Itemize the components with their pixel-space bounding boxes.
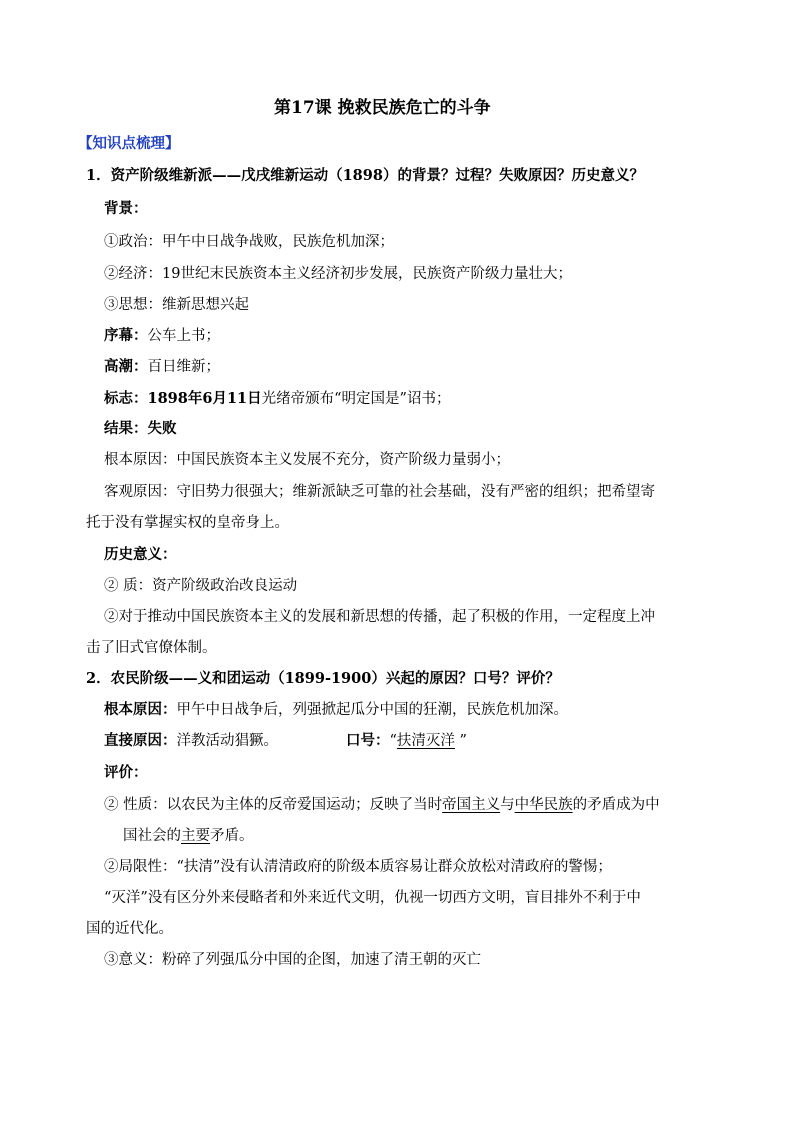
q2-eval-nature-line2 <box>123 826 254 846</box>
q1-meaning-effect-line2: 击了旧式官僚体制。 <box>86 640 217 656</box>
eval-underline-chinese-nation: 中华民族 <box>514 797 573 813</box>
q2-direct-cause <box>104 731 278 751</box>
prelude-label: 序幕： <box>104 327 148 344</box>
q1-meaning-effect-line1: ②对于推动中国民族资本主义的发展和新思想的传播，起了积极的作用，一定程度上冲 <box>104 609 655 625</box>
q2-slogan-text: 扶清灭洋 <box>396 733 455 749</box>
eval-underline-main: 主要 <box>181 828 210 844</box>
q1-background-economy: ②经济：19世纪末民族资本主义经济初步发展，民族资产阶级力量壮大； <box>104 266 572 282</box>
q2-eval-nature-line1 <box>104 795 660 815</box>
q2-slogan-label: 口号： <box>346 732 390 749</box>
q1-prelude <box>104 326 220 346</box>
q2-root-text: 甲午中日战争后，列强掀起瓜分中国的狂潮，民族危机加深。 <box>176 702 568 718</box>
q1-meaning-label: 历史意义： <box>104 546 177 563</box>
mark-text: 光绪帝颁布“明定国是”诏书； <box>261 391 451 407</box>
eval-text-c: 的矛盾成为中 <box>572 797 660 813</box>
q2-limit-line2: “灭洋”没有区分外来侵略者和外来近代文明，仇视一切西方文明，盲目排外不利于中 <box>104 890 641 906</box>
q2-root-label: 根本原因： <box>104 701 177 718</box>
eval-text-b: 与 <box>500 797 515 813</box>
climax-label: 高潮： <box>104 358 148 375</box>
q1-heading: 1．资产阶级维新派——戊戌维新运动（1898）的背景？过程？失败原因？历史意义？ <box>86 167 644 184</box>
q2-meaning: ③意义：粉碎了列强瓜分中国的企图，加速了清王朝的灭亡 <box>104 952 481 968</box>
q1-background-thought: ③思想：维新思想兴起 <box>104 297 249 313</box>
q2-slogan-close: ” <box>454 733 467 749</box>
q1-objective-cause-line1: 客观原因：守旧势力很强大；维新派缺乏可靠的社会基础，没有严密的组织；把希望寄 <box>104 484 655 500</box>
climax-text: 百日维新； <box>147 359 220 375</box>
prelude-text: 公车上书； <box>147 328 220 344</box>
q2-limit-line3: 国的近代化。 <box>86 921 173 937</box>
q2-direct-text: 洋教活动猖獗。 <box>176 733 278 749</box>
q1-root-cause: 根本原因：中国民族资本主义发展不充分，资产阶级力量弱小； <box>104 452 510 468</box>
q1-mark <box>104 389 450 409</box>
q2-direct-label: 直接原因： <box>104 732 177 749</box>
q2-root-cause <box>104 700 568 720</box>
q1-climax <box>104 357 220 377</box>
q2-slogan-open: “ <box>389 733 397 749</box>
page-title: 第17课 挽救民族危亡的斗争 <box>274 98 491 118</box>
eval-underline-imperialism: 帝国主义 <box>442 797 501 813</box>
q2-slogan <box>346 731 467 751</box>
q2-heading: 2．农民阶级——义和团运动（1899-1900）兴起的原因？口号？评价？ <box>86 670 560 687</box>
section-tag: 【知识点梳理】 <box>78 135 180 152</box>
q2-limit-line1: ②局限性：“扶清”没有认清清政府的阶级本质容易让群众放松对清政府的警惕； <box>104 859 612 875</box>
eval-text-d: 国社会的 <box>123 828 181 844</box>
q1-background-politics: ①政治：甲午中日战争战败，民族危机加深； <box>104 234 394 250</box>
q1-objective-cause-line2: 托于没有掌握实权的皇帝身上。 <box>86 515 289 531</box>
q1-meaning-nature: ② 质：资产阶级政治改良运动 <box>104 578 298 594</box>
mark-label: 标志：1898年6月11日 <box>104 390 262 407</box>
q1-background-label: 背景： <box>104 200 148 217</box>
q2-eval-label: 评价： <box>104 764 148 781</box>
q1-result: 结果：失败 <box>104 420 177 437</box>
eval-text-a: ② 性质：以农民为主体的反帝爱国运动；反映了当时 <box>104 797 443 813</box>
eval-text-e: 矛盾。 <box>210 828 254 844</box>
